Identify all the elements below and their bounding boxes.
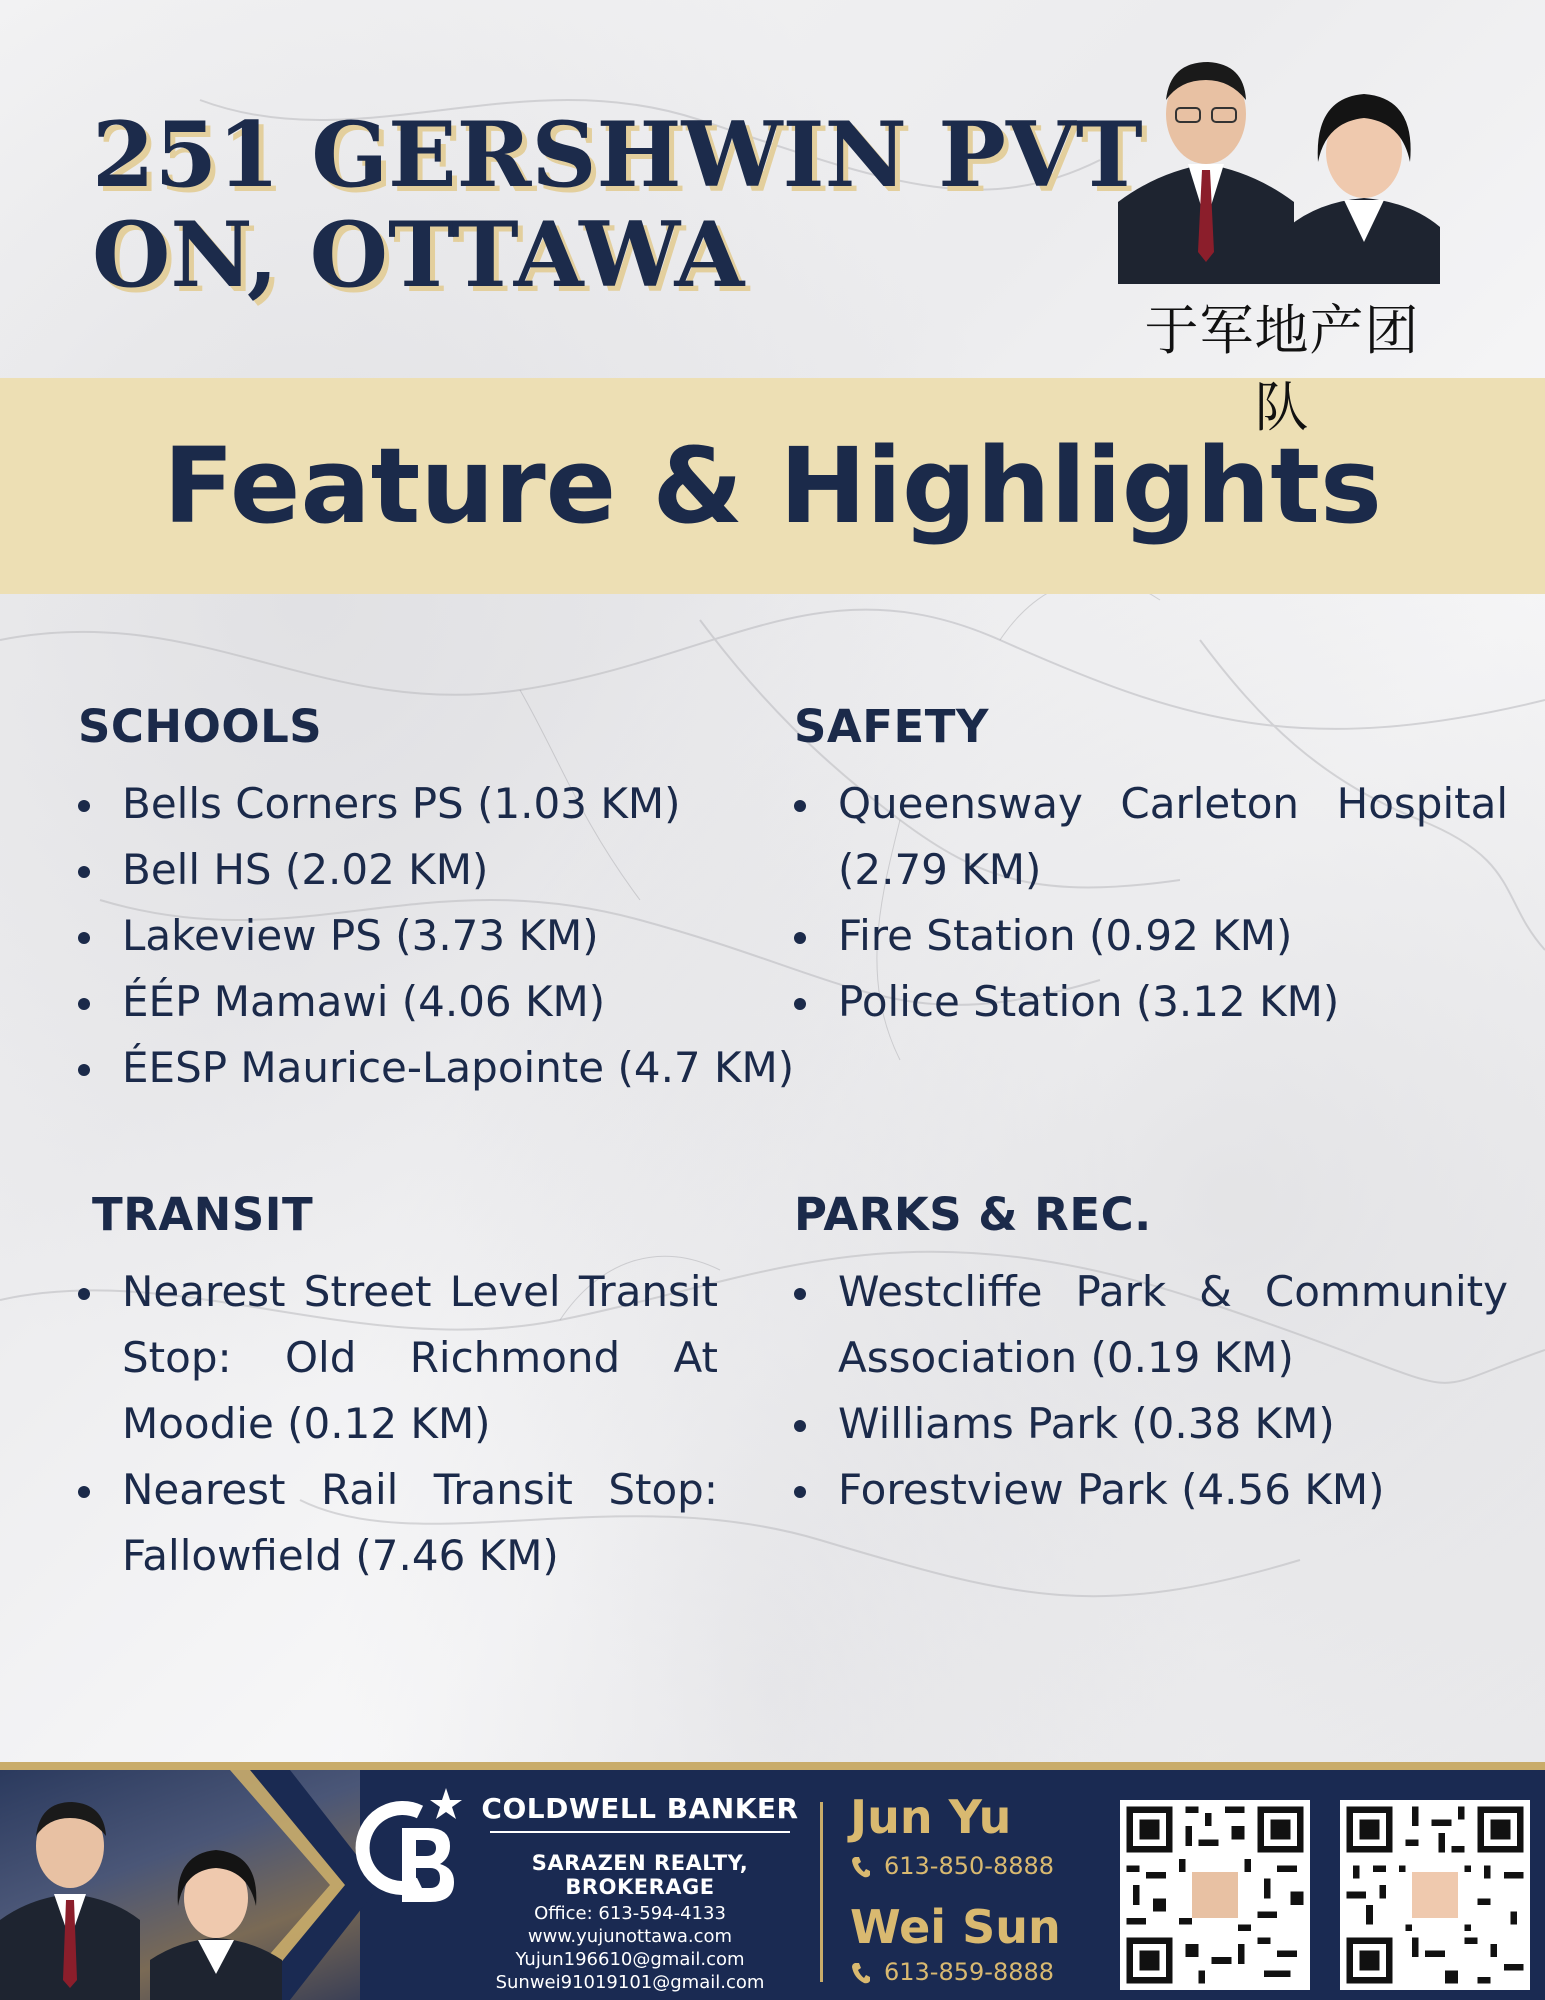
brand-name: COLDWELL BANKER xyxy=(481,1792,799,1825)
agent-1-name: Jun Yu xyxy=(850,1790,1012,1844)
transit-section xyxy=(78,1188,718,1589)
footer-gold-line xyxy=(0,1762,1545,1770)
agent-2-phone-number: 613-859-8888 xyxy=(884,1958,1055,1986)
list-item: Forestview Park (4.56 KM) xyxy=(794,1457,1508,1523)
list-item: Queensway Carleton Hospital (2.79 KM) xyxy=(794,771,1508,903)
coldwell-banker-logo xyxy=(350,1784,470,1914)
list-item: ÉESP Maurice-Lapointe (4.7 KM) xyxy=(78,1035,778,1101)
page-title: Feature & Highlights xyxy=(163,425,1382,547)
schools-heading: SCHOOLS xyxy=(78,700,323,753)
safety-heading: SAFETY xyxy=(794,700,989,753)
footer-banner xyxy=(0,1762,1545,2000)
agent-1-phone-number: 613-850-8888 xyxy=(884,1852,1055,1880)
agent-1-phone[interactable] xyxy=(852,1852,1054,1880)
phone-icon xyxy=(852,1856,870,1878)
parks-heading: PARKS & REC. xyxy=(794,1188,1152,1241)
property-address xyxy=(92,102,1143,308)
list-item: Police Station (3.12 KM) xyxy=(794,969,1508,1035)
list-item: Westcliffe Park & Community Association (0.19 KM) xyxy=(794,1259,1508,1391)
brokerage-line-2: BROKERAGE xyxy=(565,1875,715,1899)
email-link-1[interactable]: Yujun196610@gmail.com xyxy=(515,1949,745,1970)
agents-photo xyxy=(0,1770,330,2000)
contact-info xyxy=(430,1902,830,1994)
list-item: Nearest Rail Transit Stop: Fallowfield (7.46 KM) xyxy=(78,1457,718,1589)
list-item: Lakeview PS (3.73 KM) xyxy=(78,903,778,969)
email-link-2[interactable]: Sunwei91019101@gmail.com xyxy=(495,1972,765,1993)
phone-icon xyxy=(852,1962,870,1984)
team-photo xyxy=(1118,52,1446,284)
transit-list xyxy=(78,1259,718,1589)
address-line-1: 251 GERSHWIN PVT xyxy=(92,102,1143,208)
agent-2-phone[interactable] xyxy=(852,1958,1054,1986)
list-item: Nearest Street Level Transit Stop: Old Richmond At Moodie (0.12 KM) xyxy=(78,1259,718,1457)
office-phone: Office: 613-594-4133 xyxy=(534,1903,726,1924)
brokerage-line-1: SARAZEN REALTY, xyxy=(531,1851,749,1875)
list-item: Williams Park (0.38 KM) xyxy=(794,1391,1508,1457)
agent-2-name: Wei Sun xyxy=(850,1900,1061,1954)
list-item: Bell HS (2.02 KM) xyxy=(78,837,778,903)
qr-code-jun-yu[interactable] xyxy=(1120,1800,1310,1990)
parks-section xyxy=(794,1188,1508,1523)
transit-heading: TRANSIT xyxy=(92,1188,314,1241)
address-line-2: ON, OTTAWA xyxy=(92,202,745,308)
website-link[interactable]: www.yujunottawa.com xyxy=(527,1926,733,1947)
list-item: ÉÉP Mamawi (4.06 KM) xyxy=(78,969,778,1035)
brokerage-name xyxy=(470,1851,810,1899)
parks-list xyxy=(794,1259,1508,1523)
footer-divider xyxy=(820,1802,823,1982)
safety-section xyxy=(794,700,1508,1035)
schools-section xyxy=(78,700,795,1101)
list-item: Fire Station (0.92 KM) xyxy=(794,903,1508,969)
list-item: Bells Corners PS (1.03 KM) xyxy=(78,771,778,837)
brand-block xyxy=(470,1792,810,1899)
safety-list xyxy=(794,771,1508,1035)
qr-code-wei-sun[interactable] xyxy=(1340,1800,1530,1990)
team-name-chinese: 于军地产团队 xyxy=(1144,299,1420,439)
brand-divider xyxy=(490,1831,790,1833)
schools-list xyxy=(78,771,795,1101)
